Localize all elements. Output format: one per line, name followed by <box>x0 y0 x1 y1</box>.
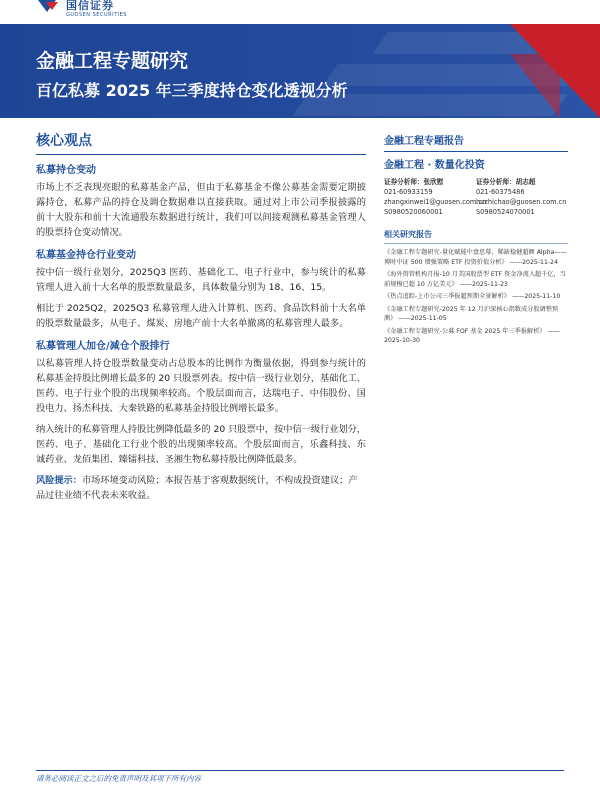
section-heading-stock-ranking: 私募管理人加仓/减仓个股排行 <box>36 341 170 352</box>
guosen-logo <box>36 0 127 22</box>
core-viewpoints-heading: 核心观点 <box>36 133 92 149</box>
heading-divider <box>36 154 366 155</box>
report-sidebar <box>384 130 568 349</box>
related-report-item[interactable]: 《金融工程专题研究-2025 年 12 月沪深核心指数成分股调整预测》 ——2025-11-05 <box>384 305 559 322</box>
analyst-cert: S0980524070001 <box>476 208 535 216</box>
analyst-card <box>476 177 568 217</box>
guosen-logo-icon <box>36 0 60 14</box>
report-title: 百亿私募 2025 年三季度持仓变化透视分析 <box>36 81 348 100</box>
risk-notice <box>36 473 366 503</box>
paragraph: 相比于 2025Q2，2025Q3 私募管理人进入计算机、医药、食品饮料前十大名单的股票数量最多，从电子、煤炭、房地产前十大名单撤离的私募管理人最多。 <box>36 303 366 329</box>
related-divider <box>384 243 568 244</box>
analyst-email[interactable]: zhangxinwei1@guosen.com.cn <box>384 198 487 206</box>
paragraph: 按中信一级行业划分，2025Q3 医药、基础化工、电子行业中，参与统计的私募管理人进入前十大名单的股票数量最多，具体数量分别为 18、16、15。 <box>36 267 366 293</box>
logo-en-text: GUOSEN SECURITIES <box>66 12 127 18</box>
related-report-item[interactable]: 《金融工程专题研究-公募 FOF 基金 2025 年三季报解析》 ——2025-10-30 <box>384 327 560 344</box>
logo-cn-text: 国信证券 <box>66 0 114 12</box>
related-report-item[interactable]: 《海外资管机构月报-10 月美国股票型 ETF 资金净流入超千亿，当前规模已超 10 万亿美元》 ——2025-11-23 <box>384 271 566 288</box>
risk-text: 市场环境变动风险；本报告基于客观数据统计，不构成投资建议；产品过往业绩不代表未来收益。 <box>36 475 358 501</box>
report-series-title: 金融工程专题研究 <box>36 50 189 72</box>
analyst-card <box>384 177 487 217</box>
sidebar-divider <box>384 151 568 152</box>
related-report-item[interactable]: 《金融工程专题研究-量化赋能中盘思幕，稀缺稳健超额 Alpha——博时中证 500 增强策略 ETF 投资价值分析》 ——2025-11-24 <box>384 249 567 266</box>
top-bar <box>0 0 600 24</box>
related-reports-heading: 相关研究报告 <box>384 230 432 239</box>
section-heading-industry-change: 私募基金持仓行业变动 <box>36 250 136 261</box>
report-category: 金融工程 · 数量化投资 <box>384 160 485 171</box>
analyst-phone: 021-60933159 <box>384 188 433 196</box>
analyst-phone: 021-60375486 <box>476 188 525 196</box>
paragraph: 市场上不乏表现亮眼的私募基金产品，但由于私募基金不像公募基金需要定期披露持仓，私募产品的持仓及调仓数据难以直接获取。通过对上市公司季报披露的前十大股东和前十大流通股东数据进行统计，我们可以间接观测私募基金管理人的股票持仓变动情况。 <box>36 182 366 238</box>
analyst-name: 证券分析师：胡志超 <box>476 178 536 186</box>
analyst-email[interactable]: huzhichao@guosen.com.cn <box>476 198 567 206</box>
analyst-cert: S0980520060001 <box>384 208 443 216</box>
paragraph: 纳入统计的私募管理人持股比例降低最多的 20 只股票中，按中信一级行业划分，医药、电子、基础化工行业个股的出现频率较高。个股层面而言，乐鑫科技、东诚药业、龙佰集团、臻镭科技、圣湘生物私募持股比例降低最多。 <box>36 424 366 465</box>
analyst-list <box>384 177 568 217</box>
analyst-name: 证券分析师：张欣慰 <box>384 178 444 186</box>
banner-red-corner <box>510 24 600 118</box>
footer-divider <box>36 770 564 771</box>
report-type: 金融工程专题报告 <box>384 136 464 147</box>
core-viewpoints <box>36 130 366 503</box>
section-heading-holdings-change: 私募持仓变动 <box>36 165 96 176</box>
risk-label: 风险提示： <box>36 475 82 486</box>
paragraph: 以私募管理人持仓股票数量变动占总股本的比例作为衡量依据，得到参与统计的私募基金持股比例增长最多的 20 只股票列表。按中信一级行业划分，基础化工、医药、电子行业个股的出现频率较高。个股层面而言，达瑞电子、中伟股份、国投电力、扬杰科技、大秦铁路的私募基金持股比例增长最多。 <box>36 358 366 414</box>
disclaimer-footer: 请务必阅读正文之后的免责声明及其项下所有内容 <box>36 774 201 783</box>
title-banner <box>0 24 600 118</box>
related-report-item[interactable]: 《热点追踪-上市公司三季报超预期全景解析》 ——2025-11-10 <box>384 293 561 300</box>
